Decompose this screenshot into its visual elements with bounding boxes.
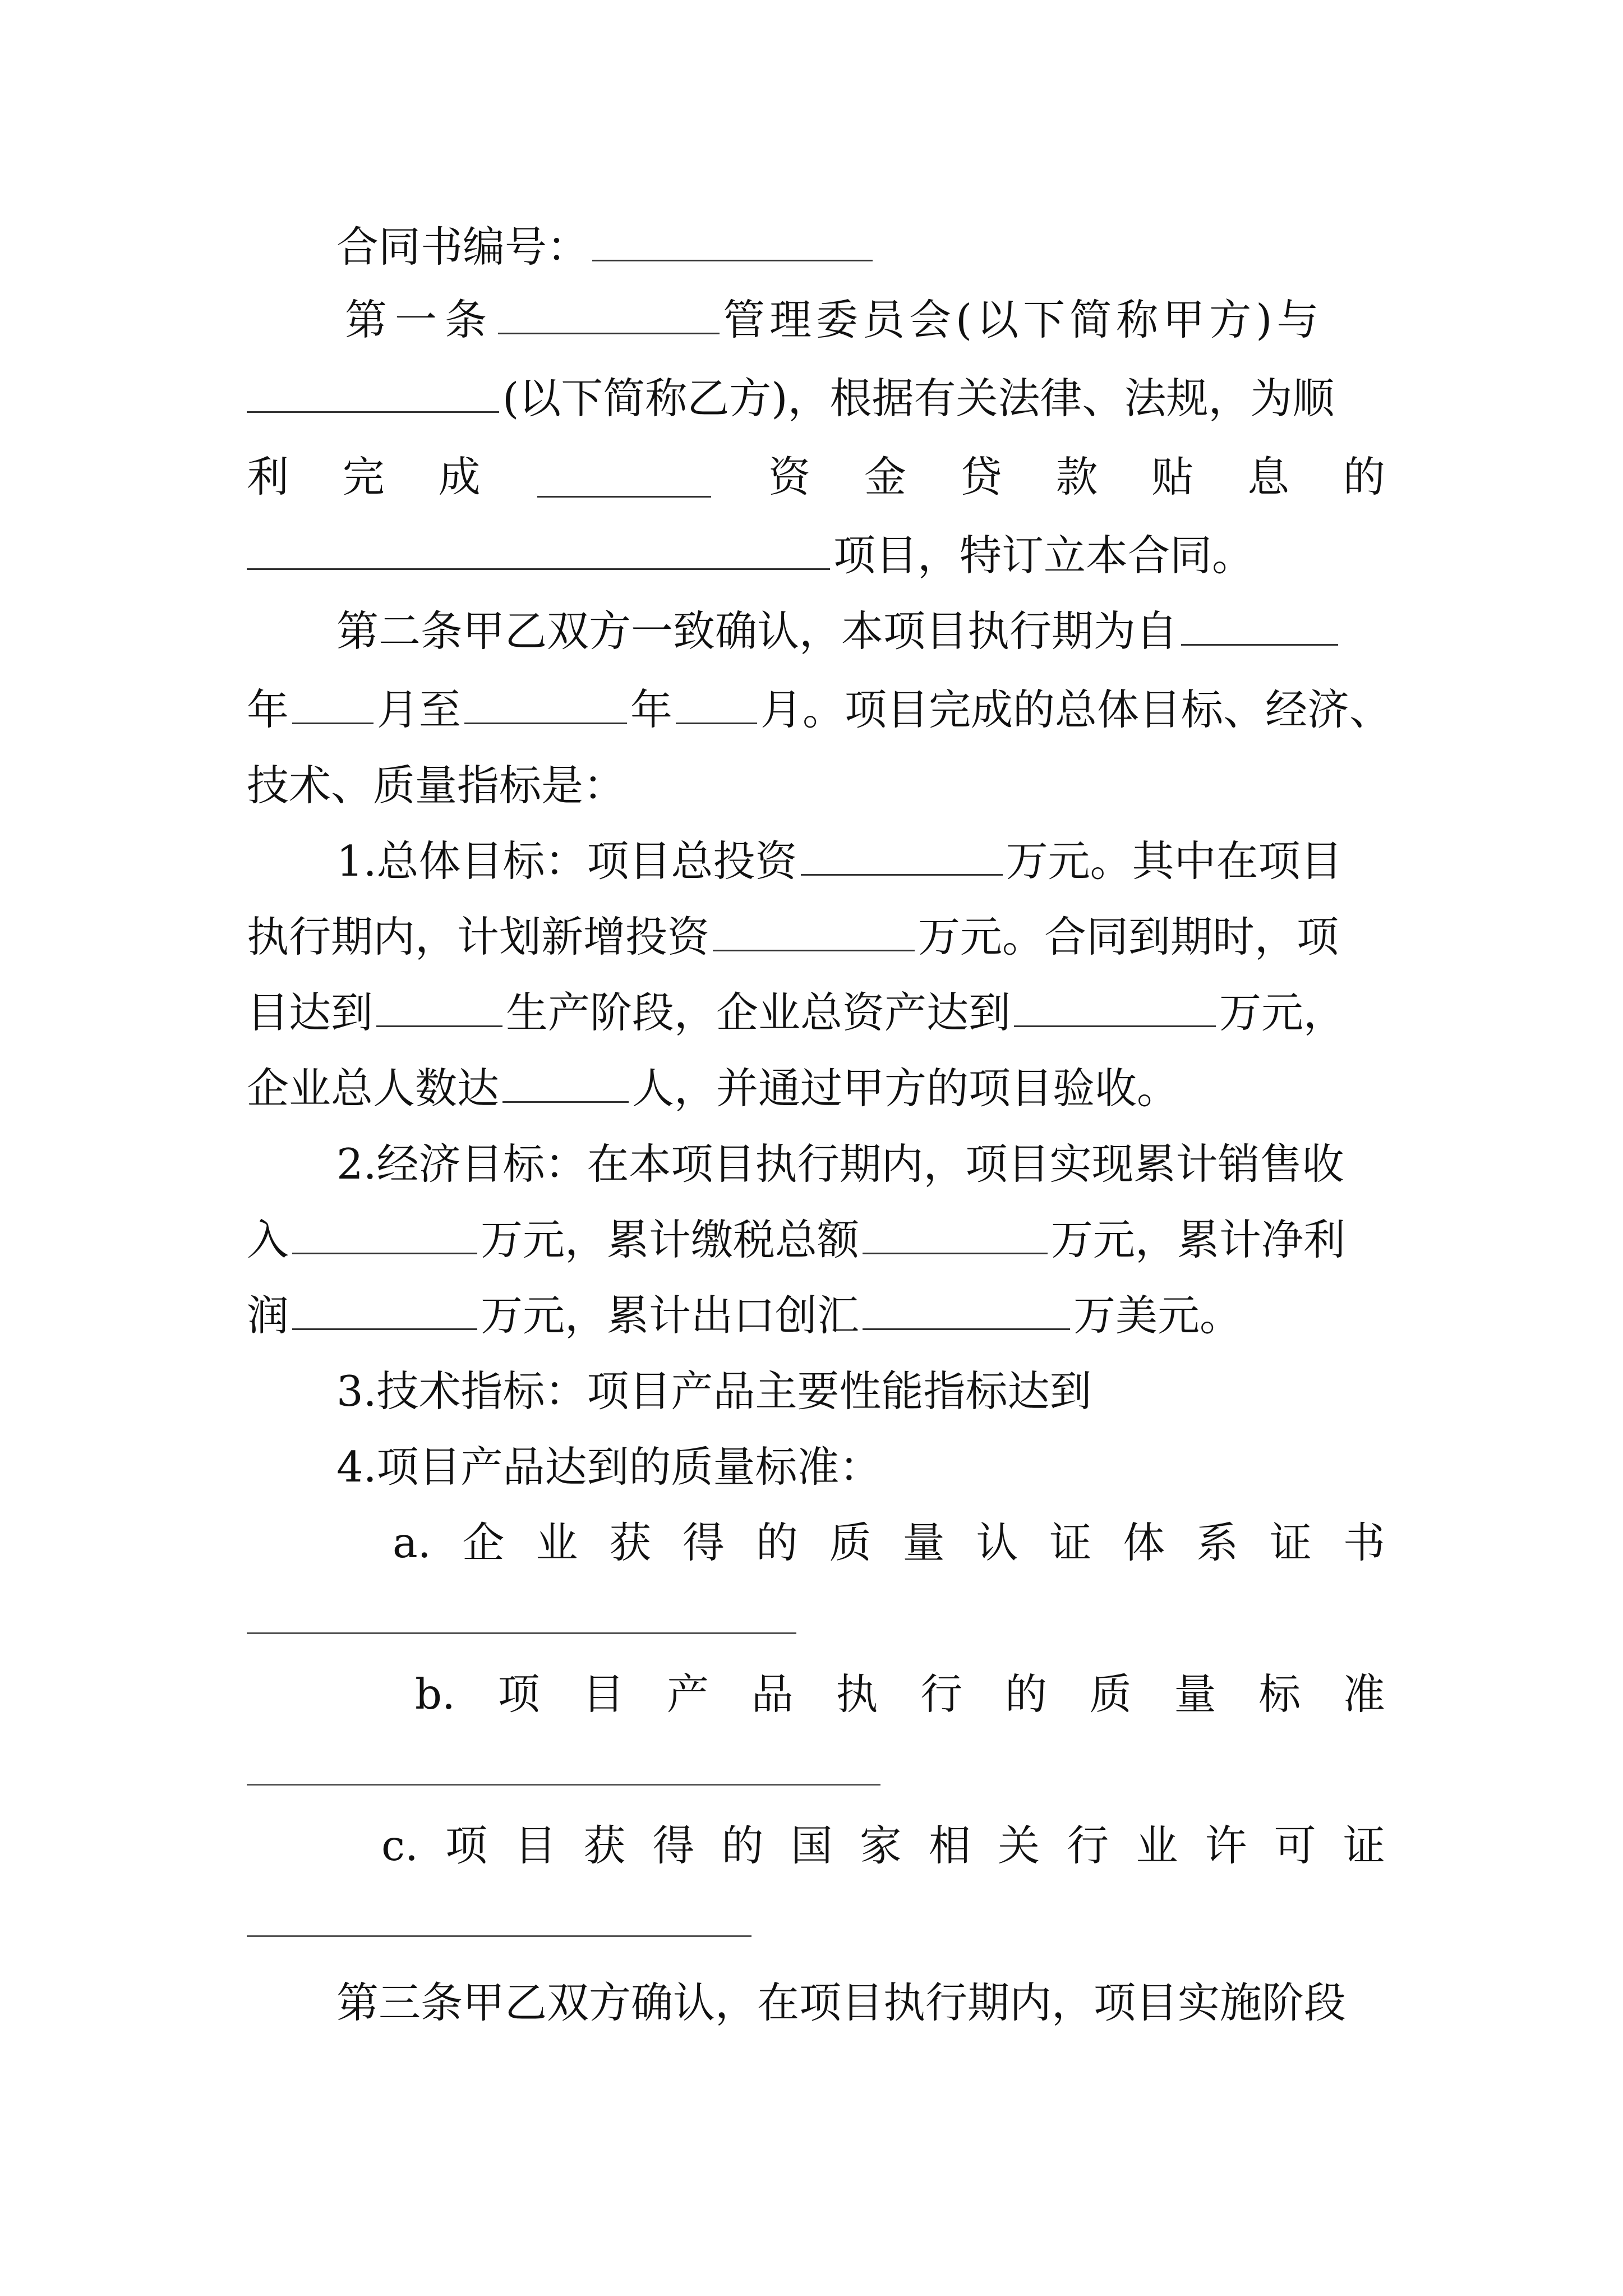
contract-number-line [336, 208, 897, 286]
article1-line3-char: 款 [1055, 452, 1098, 501]
article1-fund-type-blank [537, 457, 711, 498]
item1-line3-text: 目达到 [247, 988, 374, 1037]
item4-c-char: 家 [859, 1821, 902, 1870]
article2-line1-text: 第二条甲乙双方一致确认，本项目执行期为自 [336, 606, 1178, 656]
item3-line1-text: 3.技术指标：项目产品主要性能指标达到 [336, 1366, 1092, 1416]
article2-start-year-blank [1181, 605, 1338, 646]
contract-number-blank [592, 220, 873, 261]
article1-line1-text: 管理委员会(以下简称甲方)与 [723, 295, 1324, 344]
item4-b-char: 项 [497, 1669, 540, 1719]
item2-line1-text: 2.经济目标：在本项目执行期内，项目实现累计销售收 [336, 1139, 1344, 1189]
item4-c-char: 目 [514, 1821, 557, 1870]
item4-b-blank [247, 1784, 880, 1786]
item2-line2 [247, 1200, 1385, 1279]
item4-b-char: 质 [1089, 1669, 1132, 1719]
article1-line4-text: 项目，特订立本合同。 [833, 531, 1255, 580]
item2-line3 [247, 1276, 1385, 1355]
item1-line3-mid: 生产阶段，企业总资产达到 [506, 988, 1011, 1037]
item4-c-char: 关 [998, 1821, 1040, 1870]
article2-line3 [247, 746, 1385, 825]
item4-a-char: 企 [462, 1518, 505, 1567]
item4-a-char: a. [393, 1518, 431, 1567]
article2-start-month-blank [292, 683, 374, 724]
item1-line3-post: 万元， [1219, 988, 1346, 1037]
item2-tax-blank [863, 1213, 1048, 1254]
item4-b-char: 的 [1004, 1669, 1047, 1719]
article2-year-label: 年 [247, 685, 289, 734]
article2-year2-label: 年 [630, 685, 673, 734]
item1-stage-blank [376, 986, 502, 1027]
item4-c-char: 国 [790, 1821, 833, 1870]
item1-line4-text: 企业总人数达 [247, 1064, 500, 1113]
item1-new-investment-blank [713, 910, 915, 951]
item4-c-char: 可 [1274, 1821, 1316, 1870]
item2-sales-blank [292, 1213, 477, 1254]
item4-c-char: 证 [1343, 1821, 1385, 1870]
item4-a-char: 业 [536, 1518, 578, 1567]
article1-line2 [247, 359, 1385, 438]
item1-headcount-blank [502, 1062, 629, 1103]
item4-line1 [336, 1428, 1385, 1506]
item4-c-char: c. [381, 1821, 418, 1870]
item4-b-char: 品 [751, 1669, 794, 1719]
item4-b-char: 量 [1174, 1669, 1216, 1719]
item4-c-blank [247, 1935, 751, 1937]
item1-line1-text: 1.总体目标：项目总投资 [336, 836, 797, 886]
item4-a-char: 获 [609, 1518, 652, 1567]
article1-line3 [247, 438, 1385, 516]
item1-line2 [247, 898, 1385, 976]
article1-party-a-blank [498, 293, 720, 334]
article2-end-month-blank [676, 683, 757, 724]
item4-c-char: 的 [721, 1821, 764, 1870]
item4-b-char: 执 [836, 1669, 878, 1719]
item4-a-char: 量 [902, 1518, 945, 1567]
item4-b-char: 行 [920, 1669, 963, 1719]
item4-a-line [393, 1503, 1385, 1582]
item4-c-char: 项 [445, 1821, 487, 1870]
article1-label: 第一条 [345, 295, 495, 344]
item2-line1 [336, 1125, 1385, 1203]
item4-c-char: 得 [652, 1821, 695, 1870]
item4-a-char: 证 [1049, 1518, 1092, 1567]
article2-line2 [247, 670, 1392, 749]
article2-line2-text: 月。项目完成的总体目标、经济、 [760, 685, 1392, 734]
article1-line3-char: 利 [247, 452, 289, 501]
article1-line2-text: (以下简称乙方)，根据有关法律、法规，为顺 [502, 374, 1335, 423]
item4-a-char: 得 [683, 1518, 725, 1567]
article1-line1 [345, 280, 1385, 359]
item1-assets-blank [1014, 986, 1216, 1027]
item4-b-line [415, 1655, 1385, 1733]
item2-line3-mid: 万元，累计出口创汇 [481, 1291, 860, 1340]
item2-line3-text: 润 [247, 1291, 289, 1340]
item4-a-char: 系 [1196, 1518, 1239, 1567]
article1-line3-char: 成 [438, 452, 481, 501]
item2-line2-text: 入 [247, 1215, 289, 1264]
item4-a-char: 认 [976, 1518, 1018, 1567]
item1-line1-post: 万元。其中在项目 [1006, 836, 1343, 886]
item2-line2-mid: 万元，累计缴税总额 [481, 1215, 860, 1264]
item4-b-char: 准 [1343, 1669, 1385, 1719]
item2-line3-post: 万美元。 [1073, 1291, 1242, 1340]
article1-line3-char: 贴 [1151, 452, 1194, 501]
article1-line3-char: 完 [342, 452, 385, 501]
item1-line4 [247, 1049, 1385, 1128]
item1-total-investment-blank [801, 835, 1003, 876]
item4-b-char: 产 [667, 1669, 709, 1719]
item4-b-char: b. [415, 1669, 455, 1719]
item4-c-char: 许 [1205, 1821, 1247, 1870]
article1-project-blank [247, 529, 830, 570]
contract-number-label: 合同书编号： [336, 222, 589, 272]
item4-a-blank [247, 1632, 796, 1634]
item4-b-char: 标 [1258, 1669, 1301, 1719]
item2-line2-post: 万元，累计净利 [1051, 1215, 1346, 1264]
item4-c-line [381, 1806, 1385, 1885]
article2-line1 [336, 592, 1385, 670]
article2-month-to-label: 月至 [377, 685, 462, 734]
item4-c-char: 获 [583, 1821, 626, 1870]
item1-line2-post: 万元。合同到期时，项 [918, 912, 1339, 961]
item4-c-char: 行 [1067, 1821, 1109, 1870]
article1-line3-char: 息 [1247, 452, 1290, 501]
item2-export-blank [863, 1289, 1070, 1330]
article3-line1-text: 第三条甲乙双方确认，在项目执行期内，项目实施阶段 [336, 1978, 1347, 2027]
item4-b-char: 目 [582, 1669, 625, 1719]
article1-line3-char: 贷 [960, 452, 1002, 501]
article1-line3-char: 的 [1343, 452, 1385, 501]
item4-c-char: 相 [928, 1821, 971, 1870]
item3-line1 [336, 1352, 1385, 1430]
item4-a-char: 的 [755, 1518, 798, 1567]
item4-a-char: 证 [1270, 1518, 1312, 1567]
article1-line4 [247, 516, 1385, 595]
item4-a-char: 体 [1123, 1518, 1165, 1567]
item4-c-char: 业 [1136, 1821, 1178, 1870]
article2-line3-text: 技术、质量指标是： [247, 761, 626, 810]
article1-line3-char: 金 [864, 452, 906, 501]
item1-line3 [247, 973, 1385, 1052]
item4-a-char: 书 [1343, 1518, 1385, 1567]
item1-line2-text: 执行期内，计划新增投资 [247, 912, 710, 961]
article1-party-b-blank [247, 372, 499, 413]
item4-a-char: 质 [829, 1518, 872, 1567]
item1-line1 [336, 822, 1385, 900]
item4-line1-text: 4.项目产品达到的质量标准： [336, 1442, 882, 1492]
article1-line3-char: 资 [768, 452, 811, 501]
article3-line1 [336, 1963, 1385, 2042]
article2-end-year-blank [464, 683, 627, 724]
item1-line4-post: 人，并通过甲方的项目验收。 [632, 1064, 1179, 1113]
item2-profit-blank [292, 1289, 477, 1330]
